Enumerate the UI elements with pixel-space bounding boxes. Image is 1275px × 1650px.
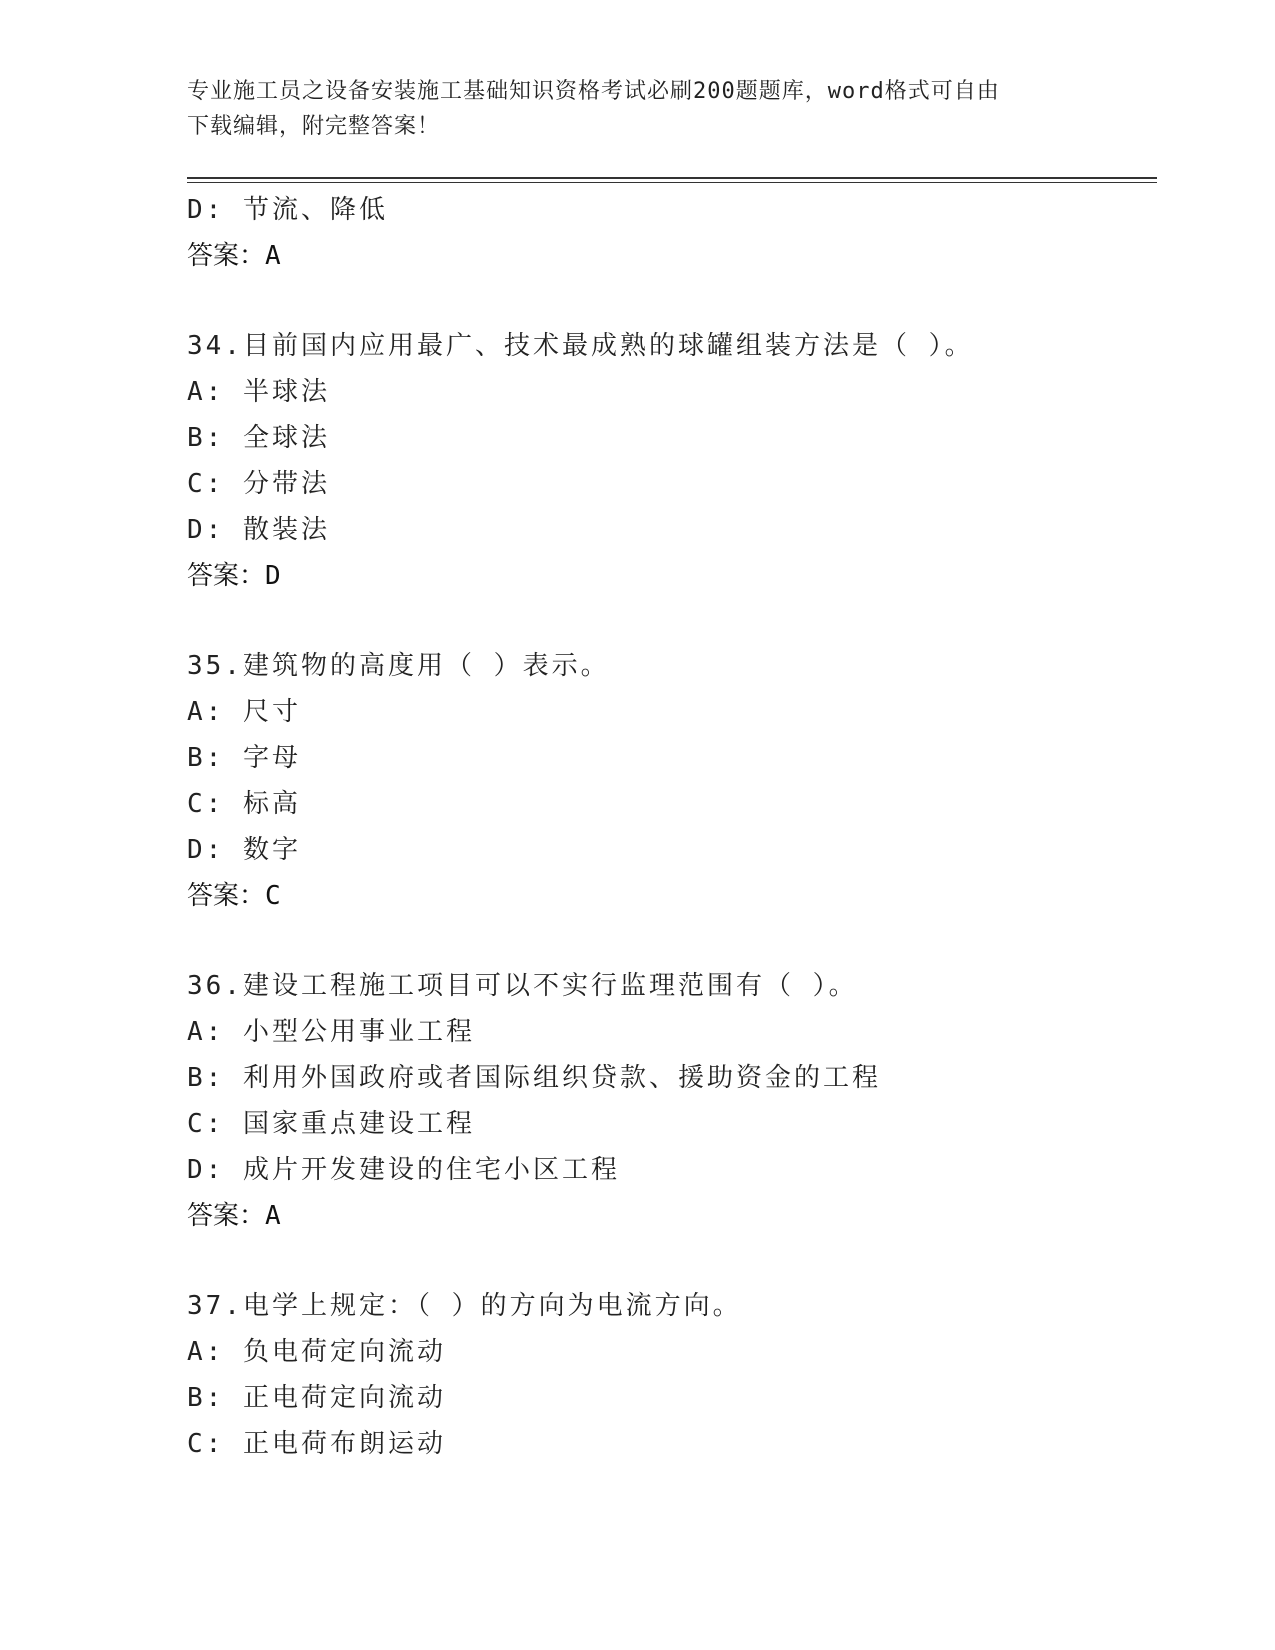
answer-value: D (265, 561, 281, 591)
option-a: A: 半球法 (187, 377, 330, 407)
spacer (187, 279, 1157, 323)
option-b: B: 正电荷定向流动 (187, 1383, 446, 1413)
question-34 (187, 323, 1157, 599)
document-header (187, 74, 1087, 144)
answer-label: 答案： (187, 1201, 266, 1231)
answer-line (187, 233, 1157, 279)
question-list (187, 187, 1157, 1467)
option-d: D: 节流、降低 (187, 195, 388, 225)
question-stem: 36.建设工程施工项目可以不实行监理范围有（ ）。 (187, 971, 858, 1001)
header-rule-thin (187, 182, 1157, 183)
spacer (187, 1239, 1157, 1283)
answer-label: 答案： (187, 881, 266, 911)
answer-line (187, 873, 1157, 919)
answer-value: A (265, 1201, 281, 1231)
option-a: A: 小型公用事业工程 (187, 1017, 475, 1047)
question-stem: 37.电学上规定：（ ）的方向为电流方向。 (187, 1291, 742, 1321)
question-37 (187, 1283, 1157, 1467)
option-c: C: 分带法 (187, 469, 330, 499)
option-a: A: 尺寸 (187, 697, 301, 727)
answer-value: A (265, 241, 281, 271)
question-stem: 35.建筑物的高度用（ ）表示。 (187, 651, 610, 681)
option-a: A: 负电荷定向流动 (187, 1337, 446, 1367)
option-b: B: 全球法 (187, 423, 330, 453)
option-d: D: 成片开发建设的住宅小区工程 (187, 1155, 620, 1185)
answer-line (187, 1193, 1157, 1239)
option-d: D: 散装法 (187, 515, 330, 545)
option-b: B: 利用外国政府或者国际组织贷款、援助资金的工程 (187, 1063, 881, 1093)
spacer (187, 599, 1157, 643)
spacer (187, 919, 1157, 963)
option-d: D: 数字 (187, 835, 301, 865)
answer-label: 答案： (187, 561, 266, 591)
answer-label: 答案： (187, 241, 266, 271)
answer-line (187, 553, 1157, 599)
option-b: B: 字母 (187, 743, 301, 773)
header-line-1: 专业施工员之设备安装施工基础知识资格考试必刷200题题库，word格式可自由 (187, 79, 1000, 104)
option-c: C: 国家重点建设工程 (187, 1109, 475, 1139)
question-stem: 34.目前国内应用最广、技术最成熟的球罐组装方法是（ ）。 (187, 331, 974, 361)
header-line-2: 下载编辑，附完整答案！ (187, 114, 441, 139)
option-c: C: 正电荷布朗运动 (187, 1429, 446, 1459)
question-36 (187, 963, 1157, 1239)
question-35 (187, 643, 1157, 919)
answer-value: C (265, 881, 281, 911)
header-rule-thick (187, 177, 1157, 179)
option-c: C: 标高 (187, 789, 301, 819)
